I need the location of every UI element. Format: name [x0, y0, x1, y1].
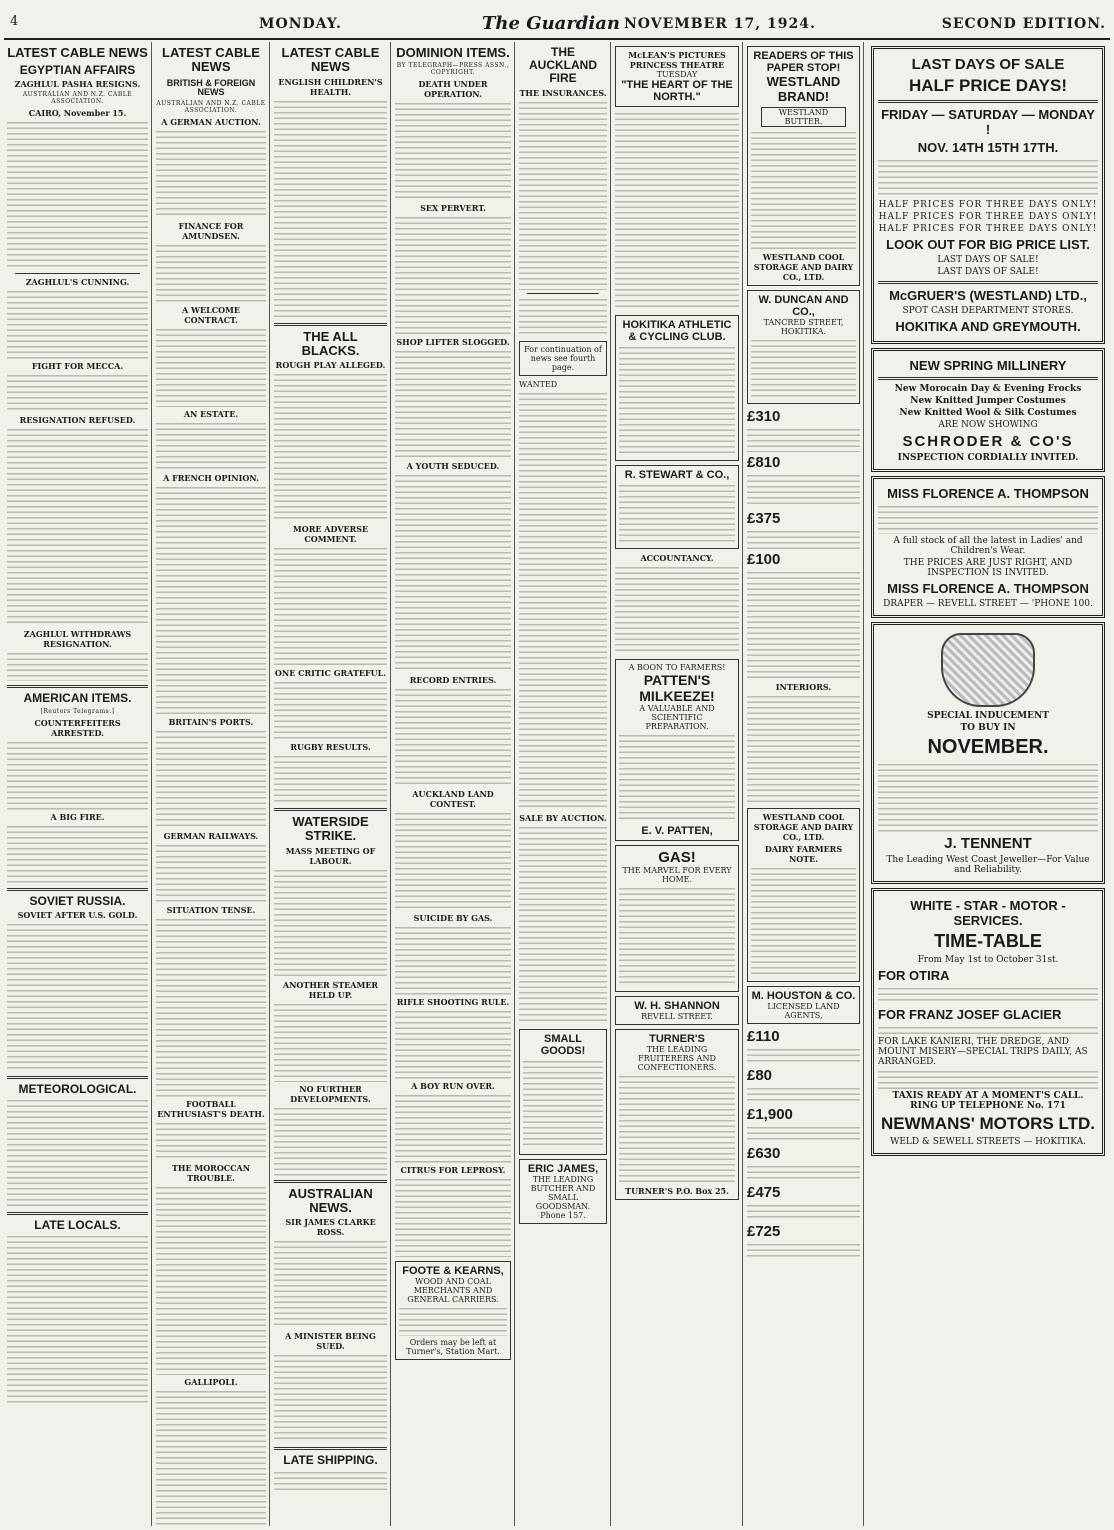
ad-subtitle: THE MARVEL FOR EVERY HOME.	[622, 866, 732, 884]
price: £375	[747, 510, 781, 527]
section-title: EGYPTIAN AFFAIRS	[19, 63, 136, 78]
ad-text	[878, 158, 1098, 198]
article-text	[395, 215, 511, 335]
subheading: A YOUTH SEDUCED.	[406, 461, 500, 472]
price: £725	[747, 1223, 781, 1240]
listing-text	[747, 1164, 860, 1182]
article-text	[7, 289, 148, 359]
ad-dates: NOV. 14TH 15TH 17TH.	[917, 140, 1059, 155]
ad-store-sub: SPOT CASH DEPARTMENT STORES.	[902, 306, 1074, 316]
ad-month: NOVEMBER.	[927, 736, 1049, 758]
ad-title: W. H. SHANNON	[634, 1000, 720, 1012]
article-text	[274, 1470, 387, 1490]
subheading: ONE CRITIC GRATEFUL.	[274, 668, 387, 679]
ad-title: ERIC JAMES,	[527, 1162, 599, 1175]
ad-kicker: READERS OF THIS PAPER STOP!	[753, 50, 854, 74]
classified-ads	[615, 111, 739, 311]
turner-ad	[615, 1029, 739, 1200]
column-7	[744, 42, 864, 1526]
ad-text	[619, 886, 735, 986]
ad-subtitle: WOOD AND COAL MERCHANTS AND GENERAL CARRIERS.	[407, 1277, 499, 1305]
listing-text	[747, 529, 860, 549]
ad-title: NEW SPRING MILLINERY	[909, 358, 1067, 373]
ad-title-2: HALF PRICE DAYS!	[908, 76, 1068, 95]
ad-company: NEWMANS' MOTORS LTD.	[880, 1114, 1095, 1133]
article-text	[395, 811, 511, 911]
column-3	[271, 42, 391, 1526]
classified-heading: WANTED	[519, 379, 558, 389]
column-2	[153, 42, 270, 1526]
ad-title: SMALL GOODS!	[540, 1032, 586, 1057]
newspaper-title: The Guardian	[482, 13, 620, 34]
ad-line: DRAPER — REVELL STREET — 'PHONE 100.	[883, 599, 1093, 609]
ad-line: The Leading West Coast Jeweller—For Value and Reliability.	[886, 855, 1090, 875]
ad-title: MISS FLORENCE A. THOMPSON	[887, 486, 1089, 501]
ad-look: LOOK OUT FOR BIG PRICE LIST.	[886, 237, 1090, 252]
section-title: AMERICAN ITEMS.	[23, 691, 132, 706]
article-text	[395, 1177, 511, 1257]
price: £475	[747, 1184, 781, 1201]
ad-kicker: TO BUY IN	[960, 723, 1016, 733]
listing-text	[747, 427, 860, 452]
article-text	[274, 99, 387, 319]
ad-item: New Knitted Wool & Silk Costumes	[899, 408, 1077, 418]
schroder-ad	[871, 348, 1105, 472]
section-title: BRITISH & FOREIGN NEWS	[166, 77, 256, 98]
headline: THE AUCKLAND FIRE	[529, 45, 597, 86]
wire-credit: BY TELEGRAPH—PRESS ASSN., COPYRIGHT.	[396, 62, 510, 77]
ad-title: HOKITIKA ATHLETIC & CYCLING CLUB.	[622, 319, 732, 343]
column-5	[516, 42, 611, 1526]
section-title: WATERSIDE STRIKE.	[292, 814, 369, 844]
article-text	[7, 120, 148, 270]
ad-line: WELD & SEWELL STREETS — HOKITIKA.	[890, 1137, 1086, 1147]
listing-text	[747, 1086, 860, 1104]
ad-text	[619, 345, 735, 455]
article-text	[395, 925, 511, 995]
listing-text	[747, 1203, 860, 1221]
ad-text	[878, 762, 1098, 832]
ad-brand: WESTLAND BUTTER.	[761, 107, 846, 127]
price: £310	[747, 408, 781, 425]
article-text	[7, 373, 148, 413]
thompson-ad	[871, 476, 1105, 618]
foote-kearns-ad	[395, 1261, 511, 1360]
ad-line: ARE NOW SHOWING	[938, 420, 1038, 430]
subheading: AUCKLAND LAND CONTEST.	[412, 789, 494, 810]
article-text	[156, 1389, 266, 1526]
ad-days: FRIDAY — SATURDAY — MONDAY !	[881, 107, 1095, 137]
ad-name: J. TENNENT	[944, 835, 1032, 852]
subheading: DEATH UNDER OPERATION.	[418, 79, 488, 100]
price: £810	[747, 454, 781, 471]
article-text	[615, 565, 739, 655]
article-text	[156, 729, 266, 829]
subheading: GALLIPOLI.	[184, 1377, 238, 1388]
subheading: GERMAN RAILWAYS.	[163, 831, 259, 842]
ad-subtitle: DAIRY FARMERS NOTE.	[764, 844, 843, 864]
price: £1,900	[747, 1106, 793, 1123]
price: £100	[747, 551, 781, 568]
subheading: SHOP LIFTER SLOGGED.	[396, 337, 510, 348]
article-text	[7, 922, 148, 1072]
ad-line: LAST DAYS OF SALE!	[937, 267, 1039, 277]
ad-title: PATTEN'S MILKEEZE!	[639, 672, 715, 704]
subheading: A BIG FIRE.	[50, 811, 105, 822]
ad-phone: Phone 157.	[540, 1210, 586, 1220]
subheading: SITUATION TENSE.	[166, 905, 256, 916]
motor-services-ad	[871, 888, 1105, 1156]
subheading: FIGHT FOR MECCA.	[31, 361, 124, 372]
ad-text	[619, 483, 735, 543]
ad-line: TAXIS READY AT A MOMENT'S CALL. RING UP TELEPHONE No. 171	[892, 1091, 1084, 1111]
ad-store: McGRUER'S (WESTLAND) LTD.,	[889, 288, 1087, 303]
masthead-date: NOVEMBER 17, 1924.	[624, 16, 816, 32]
subheading: ZAGHLUL PASHA RESIGNS.	[14, 79, 141, 90]
subheading: THE MOROCCAN TROUBLE.	[171, 1163, 251, 1184]
ad-line: HALF PRICES FOR THREE DAYS ONLY!	[878, 200, 1098, 210]
note-text: For continuation of news see fourth page.	[524, 344, 602, 372]
ad-route: FOR FRANZ JOSEF GLACIER	[878, 1007, 1062, 1022]
subheading: COUNTERFEITERS ARRESTED.	[34, 717, 121, 738]
athletic-club-ad	[615, 315, 739, 461]
section-title: SOVIET RUSSIA.	[29, 893, 126, 908]
subheading: MORE ADVERSE COMMENT.	[292, 524, 369, 545]
auction-text	[519, 825, 607, 1025]
ad-subtitle: REVELL STREET.	[641, 1012, 713, 1021]
ad-title: WESTLAND BRAND!	[766, 74, 841, 104]
subheading: FOOTBALL ENTHUSIAST'S DEATH.	[157, 1099, 265, 1120]
article-text	[7, 824, 148, 884]
price: £630	[747, 1145, 781, 1162]
subheading: AN ESTATE.	[183, 409, 239, 420]
article-text	[156, 843, 266, 903]
subheading: SOVIET AFTER U.S. GOLD.	[17, 909, 138, 920]
masthead	[4, 0, 1110, 40]
subheading: A BOY RUN OVER.	[411, 1081, 495, 1092]
ad-text	[751, 338, 856, 398]
column-6	[612, 42, 743, 1526]
ad-text	[751, 866, 856, 976]
ad-title: LAST DAYS OF SALE	[911, 56, 1065, 73]
ad-text	[399, 1306, 507, 1336]
subheading: FINANCE FOR AMUNDSEN.	[178, 221, 244, 242]
ad-title: GAS!	[658, 849, 696, 866]
ad-line: LAST DAYS OF SALE!	[937, 255, 1039, 265]
subheading: SALE BY AUCTION.	[519, 812, 607, 823]
subheading: A WELCOME CONTRACT.	[182, 305, 240, 326]
section-title: METEOROLOGICAL.	[18, 1081, 137, 1096]
dateline: CAIRO, November 15.	[28, 108, 127, 119]
article-text	[7, 427, 148, 627]
subheading: RESIGNATION REFUSED.	[19, 415, 136, 426]
ad-subtitle: A VALUABLE AND SCIENTIFIC PREPARATION.	[639, 704, 715, 731]
listing-text	[747, 1047, 860, 1065]
wire-credit: AUSTRALIAN AND N.Z. CABLE ASSOCIATION.	[22, 91, 133, 106]
price: £110	[747, 1028, 780, 1045]
vase-illustration	[941, 633, 1035, 707]
subheading: A MINISTER BEING SUED.	[285, 1331, 376, 1352]
ad-text	[878, 1069, 1098, 1089]
article-text	[156, 327, 266, 407]
ad-store: SCHRODER & CO'S	[902, 433, 1074, 450]
ad-text	[878, 1025, 1098, 1035]
ad-day: TUESDAY	[656, 70, 698, 79]
listing-text	[747, 570, 860, 680]
ad-line: A full stock of all the latest in Ladies' and Children's Wear.	[893, 536, 1083, 556]
subheading: A GERMAN AUCTION.	[161, 117, 261, 128]
ad-subtitle: TANCRED STREET, HOKITIKA.	[763, 318, 844, 336]
section-title: THE ALL BLACKS.	[301, 328, 360, 358]
wire-credit: [Reuters Telegrams.]	[40, 707, 115, 715]
ad-kicker: A BOON TO FARMERS!	[628, 663, 726, 672]
headline: LATEST CABLE NEWS	[162, 45, 260, 75]
subheading: MASS MEETING OF LABOUR.	[285, 845, 376, 866]
article-text	[519, 100, 607, 290]
article-text	[395, 349, 511, 459]
ad-text	[878, 986, 1098, 1004]
article-text	[156, 243, 266, 303]
subheading: RIFLE SHOOTING RULE.	[396, 997, 510, 1008]
article-text	[274, 1106, 387, 1176]
article-text	[156, 129, 266, 219]
ad-title: WESTLAND COOL STORAGE AND DAIRY CO., LTD.	[753, 812, 854, 842]
ad-kicker: SPECIAL INDUCEMENT	[927, 711, 1049, 721]
subheading: ANOTHER STEAMER HELD UP.	[282, 979, 379, 1000]
subheading: RUGBY RESULTS.	[290, 742, 371, 753]
section-title: LATE LOCALS.	[34, 1218, 121, 1233]
article-text	[274, 754, 387, 804]
houston-ad	[747, 986, 860, 1024]
article-text	[395, 1093, 511, 1163]
subheading: ACCOUNTANCY.	[640, 553, 714, 563]
article-text	[274, 1353, 387, 1443]
article-text	[274, 868, 387, 978]
ad-title: MISS FLORENCE A. THOMPSON	[887, 581, 1089, 596]
masthead-day: MONDAY.	[259, 16, 342, 32]
subheading: SEX PERVERT.	[420, 203, 486, 214]
ad-title: M. HOUSTON & CO.	[751, 990, 856, 1002]
classified-ads	[519, 391, 607, 811]
section-title: LATE SHIPPING.	[283, 1453, 378, 1468]
listing-text	[747, 1125, 860, 1143]
half-price-ad	[871, 46, 1105, 344]
article-text	[274, 680, 387, 740]
subheading: NO FURTHER DEVELOPMENTS.	[290, 1083, 371, 1104]
price: £80	[747, 1067, 773, 1084]
masthead-edition: SECOND EDITION.	[941, 16, 1106, 32]
subheading: CITRUS FOR LEPROSY.	[400, 1165, 506, 1176]
continuation-note	[519, 341, 607, 376]
article-text	[156, 1185, 266, 1375]
subheading: RECORD ENTRIES.	[409, 675, 497, 686]
article-text	[7, 1234, 148, 1404]
ad-title: W. DUNCAN AND CO.,	[758, 294, 849, 318]
article-text	[274, 1002, 387, 1082]
headline: LATEST CABLE NEWS	[7, 45, 148, 60]
subheading: A FRENCH OPINION.	[163, 473, 259, 484]
article-text	[395, 687, 511, 787]
ad-text	[619, 1074, 735, 1184]
ad-line: HALF PRICES FOR THREE DAYS ONLY!	[878, 212, 1098, 222]
ad-item: New Knitted Jumper Costumes	[910, 396, 1066, 406]
headline: LATEST CABLE NEWS	[281, 45, 380, 75]
ad-line: THE PRICES ARE JUST RIGHT, AND INSPECTION IS INVITED.	[903, 558, 1073, 578]
article-text	[395, 1009, 511, 1079]
article-text	[395, 473, 511, 673]
listing-text	[747, 1242, 860, 1260]
eric-james-ad	[519, 1159, 607, 1224]
subheading: ZAGHLUL'S CUNNING.	[25, 277, 130, 288]
headline: DOMINION ITEMS.	[396, 45, 510, 60]
article-text	[519, 297, 607, 337]
page-number: 4	[10, 14, 19, 29]
column-4	[392, 42, 515, 1526]
article-text	[274, 372, 387, 522]
subheading: ENGLISH CHILDREN'S HEALTH.	[278, 76, 383, 97]
stewart-ad	[615, 465, 739, 549]
ad-title: TURNER'S	[649, 1033, 705, 1045]
ad-text	[523, 1059, 603, 1149]
wire-credit: AUSTRALIAN AND N.Z. CABLE ASSOCIATION.	[156, 100, 266, 115]
article-text	[156, 485, 266, 715]
ad-route: FOR OTIRA	[878, 968, 950, 983]
column-8	[866, 42, 1110, 1526]
ad-text	[619, 733, 735, 823]
ad-footer: TURNER'S P.O. Box 25.	[625, 1186, 729, 1196]
ad-text	[878, 504, 1098, 534]
duncan-ad	[747, 290, 860, 404]
article-text	[274, 1239, 387, 1329]
ad-line: HALF PRICES FOR THREE DAYS ONLY!	[878, 224, 1098, 234]
ad-note: Orders may be left at Turner's, Station Mart.	[406, 1338, 500, 1357]
subheading: INTERIORS.	[775, 682, 832, 692]
listing-text	[747, 473, 860, 508]
subheading: BRITAIN'S PORTS.	[168, 717, 254, 728]
article-text	[7, 740, 148, 810]
ad-line: INSPECTION CORDIALLY INVITED.	[897, 453, 1079, 463]
subheading: SUICIDE BY GAS.	[413, 913, 493, 924]
patten-ad	[615, 659, 739, 841]
subheading: ROUGH PLAY ALLEGED.	[275, 360, 386, 371]
ad-subtitle: THE LEADING FRUITERERS AND CONFECTIONERS.	[637, 1045, 717, 1072]
ad-film: "THE HEART OF THE NORTH."	[621, 79, 733, 103]
article-text	[274, 546, 387, 666]
ad-text	[751, 130, 856, 250]
ad-route: FOR LAKE KANIERI, THE DREDGE, AND MOUNT MISERY—SPECIAL TRIPS DAILY, AS ARRANGED.	[878, 1037, 1088, 1067]
ad-title: McLEAN'S PICTURES PRINCESS THEATRE	[628, 50, 726, 70]
subheading: ZAGHLUL WITHDRAWS RESIGNATION.	[23, 629, 132, 650]
ad-store-loc: HOKITIKA AND GREYMOUTH.	[895, 319, 1081, 334]
article-text	[7, 1098, 148, 1208]
subheading: SIR JAMES CLARKE ROSS.	[285, 1217, 376, 1238]
theatre-ad	[615, 46, 739, 107]
article-text	[156, 421, 266, 471]
small-goods-ad	[519, 1029, 607, 1155]
article-text	[747, 694, 860, 804]
ad-footer: WESTLAND COOL STORAGE AND DAIRY CO., LTD.	[753, 252, 854, 282]
ad-item: New Morocain Day & Evening Frocks	[894, 384, 1082, 394]
article-text	[156, 1121, 266, 1161]
article-text	[395, 101, 511, 201]
ad-title: FOOTE & KEARNS,	[402, 1265, 504, 1278]
ad-subtitle: LICENSED LAND AGENTS,	[767, 1002, 840, 1020]
shannon-ad	[615, 996, 739, 1025]
ad-title: WHITE - STAR - MOTOR - SERVICES.	[910, 898, 1066, 928]
section-title: AUSTRALIAN NEWS.	[288, 1185, 373, 1216]
ad-title: R. STEWART & CO.,	[624, 469, 730, 481]
article-text	[7, 651, 148, 681]
article-text	[156, 917, 266, 1097]
ad-line: From May 1st to October 31st.	[917, 955, 1059, 965]
ad-name: E. V. PATTEN,	[641, 825, 713, 837]
tennent-ad	[871, 622, 1105, 884]
cool-storage-ad	[747, 808, 860, 982]
westland-brand-ad	[747, 46, 860, 286]
column-1	[4, 42, 152, 1526]
gas-ad	[615, 845, 739, 992]
ad-subtitle: THE LEADING BUTCHER AND SMALL GOODSMAN.	[530, 1174, 596, 1211]
subheading: THE INSURANCES.	[519, 87, 607, 98]
ad-title-2: TIME-TABLE	[934, 931, 1042, 951]
